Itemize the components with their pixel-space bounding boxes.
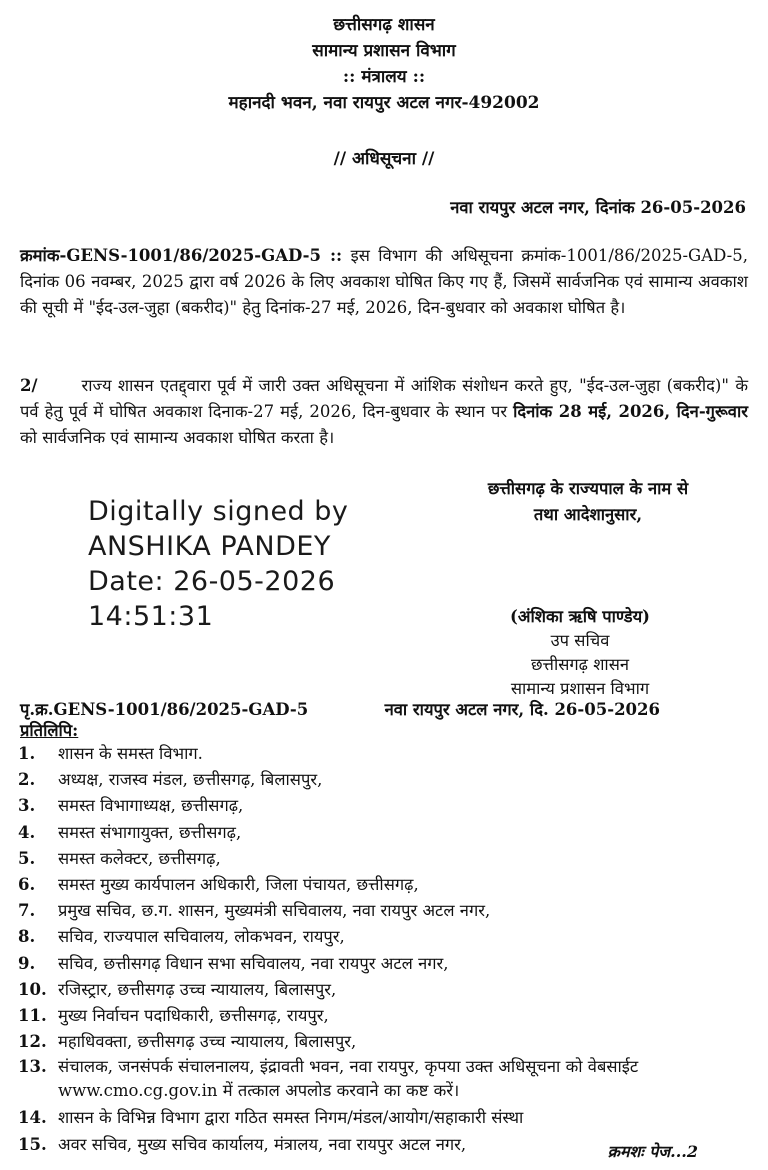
paragraph-2-highlight: दिनांक 28 मई, 2026, दिन-गुरूवार [513,402,748,421]
signature-line-4: 14:51:31 [88,601,214,632]
governor-order-line-1: छत्तीसगढ़ के राज्यपाल के नाम से [487,479,689,498]
copy-list [18,741,758,1158]
document-title: // अधिसूचना // [333,149,435,169]
order-reference: क्रमांक-GENS-1001/86/2025-GAD-5 :: [20,246,343,265]
paragraph-2 [20,373,748,451]
list-item: 7. प्रमुख सचिव, छ.ग. शासन, मुख्यमंत्री सचिवालय, नवा रायपुर अटल नगर, [18,901,491,921]
signatory-designation: उप सचिव [550,631,610,650]
list-item: 5. समस्त कलेक्टर, छत्तीसगढ़, [18,848,221,868]
list-item: 15. अवर सचिव, मुख्य सचिव कार्यालय, मंत्रालय, नवा रायपुर अटल नगर, [18,1134,467,1154]
signatory-govt: छत्तीसगढ़ शासन [530,655,630,674]
copy-place-date: नवा रायपुर अटल नगर, दि. 26-05-2026 [384,700,660,719]
list-item: 6. समस्त मुख्य कार्यपालन अधिकारी, जिला पंचायत, छत्तीसगढ़, [18,875,419,895]
list-item: 3. समस्त विभागाध्यक्ष, छत्तीसगढ़, [18,796,244,816]
signature-line-1: Digitally signed by [88,496,349,527]
governor-order-line-2: तथा आदेशानुसार, [533,505,643,524]
list-item: 4. समस्त संभागायुक्त, छत्तीसगढ़, [18,822,242,842]
copy-heading: प्रतिलिपि: [20,721,79,740]
ministry-label: :: मंत्रालय :: [342,67,426,87]
signature-line-3: Date: 26-05-2026 [88,566,336,597]
paragraph-2-number: 2/ [20,376,38,395]
copy-reference: पृ.क्र.GENS-1001/86/2025-GAD-5 [20,700,309,719]
list-item: 9. सचिव, छत्तीसगढ़ विधान सभा सचिवालय, नवा रायपुर अटल नगर, [18,953,449,973]
paragraph-2-text: राज्य शासन एतद्द्वारा पूर्व में जारी उक्त अधिसूचना में आंशिक संशोधन करते हुए, "ईद-उल-जुहा (बकरीद)" के पर्व हेतु पूर्व में घोषित अवकाश दिनाक-27 मई, 2026, दिन-बुधवार के स्थान पर [20,376,748,421]
digital-signature [88,494,348,634]
signatory-department: सामान्य प्रशासन विभाग [510,679,650,698]
paragraph-1-text: इस विभाग की अधिसूचना क्रमांक-1001/86/2025-GAD-5, दिनांक 06 नवम्बर, 2025 द्वारा वर्ष 2026 के लिए अवकाश घोषित किए गए हैं, जिसमें सार्वजनिक एवं सामान्य अवकाश की सूची में "ईद-उल-जुहा (बकरीद)" हेतु दिनांक-27 मई, 2026, दिन-बुधवार को अवकाश घोषित है। [20,246,749,317]
signatory-name: (अंशिका ऋषि पाण्डेय) [510,607,650,626]
signature-line-2: ANSHIKA PANDEY [88,531,331,562]
list-item: 14. शासन के विभिन्न विभाग द्वारा गठित समस्त निगम/मंडल/आयोग/सहाकारी संस्था [18,1108,524,1128]
place-date: नवा रायपुर अटल नगर, दिनांक 26-05-2026 [450,198,746,217]
list-item: 2. अध्यक्ष, राजस्व मंडल, छत्तीसगढ़, बिलासपुर, [18,770,323,790]
list-item: 12. महाधिवक्ता, छत्तीसगढ़ उच्च न्यायालय, बिलासपुर, [18,1032,357,1052]
list-item: 1. शासन के समस्त विभाग. [18,744,203,763]
address-line: महानदी भवन, नवा रायपुर अटल नगर-492002 [228,93,540,113]
list-item: 8. सचिव, राज्यपाल सचिवालय, लोकभवन, रायपुर, [18,927,345,947]
paragraph-1 [20,243,748,321]
govt-name: छत्तीसगढ़ शासन [333,15,435,35]
department-name: सामान्य प्रशासन विभाग [312,41,456,61]
paragraph-2-tail: को सार्वजनिक एवं सामान्य अवकाश घोषित करता है। [20,428,335,447]
list-item: 13. संचालक, जनसंपर्क संचालनालय, इंद्रावती भवन, नवा रायपुर, कृपया उक्त अधिसूचना को वेबसाईट www.cmo.cg.gov.in में तत्काल अपलोड करवाने का कष्ट करें। [18,1057,639,1101]
list-item: 11. मुख्य निर्वाचन पदाधिकारी, छत्तीसगढ़, रायपुर, [18,1006,329,1026]
list-item: 10. रजिस्ट्रार, छत्तीसगढ़ उच्च न्यायालय, बिलासपुर, [18,979,337,999]
continued-note: क्रमशः पेज...2 [607,1142,698,1161]
